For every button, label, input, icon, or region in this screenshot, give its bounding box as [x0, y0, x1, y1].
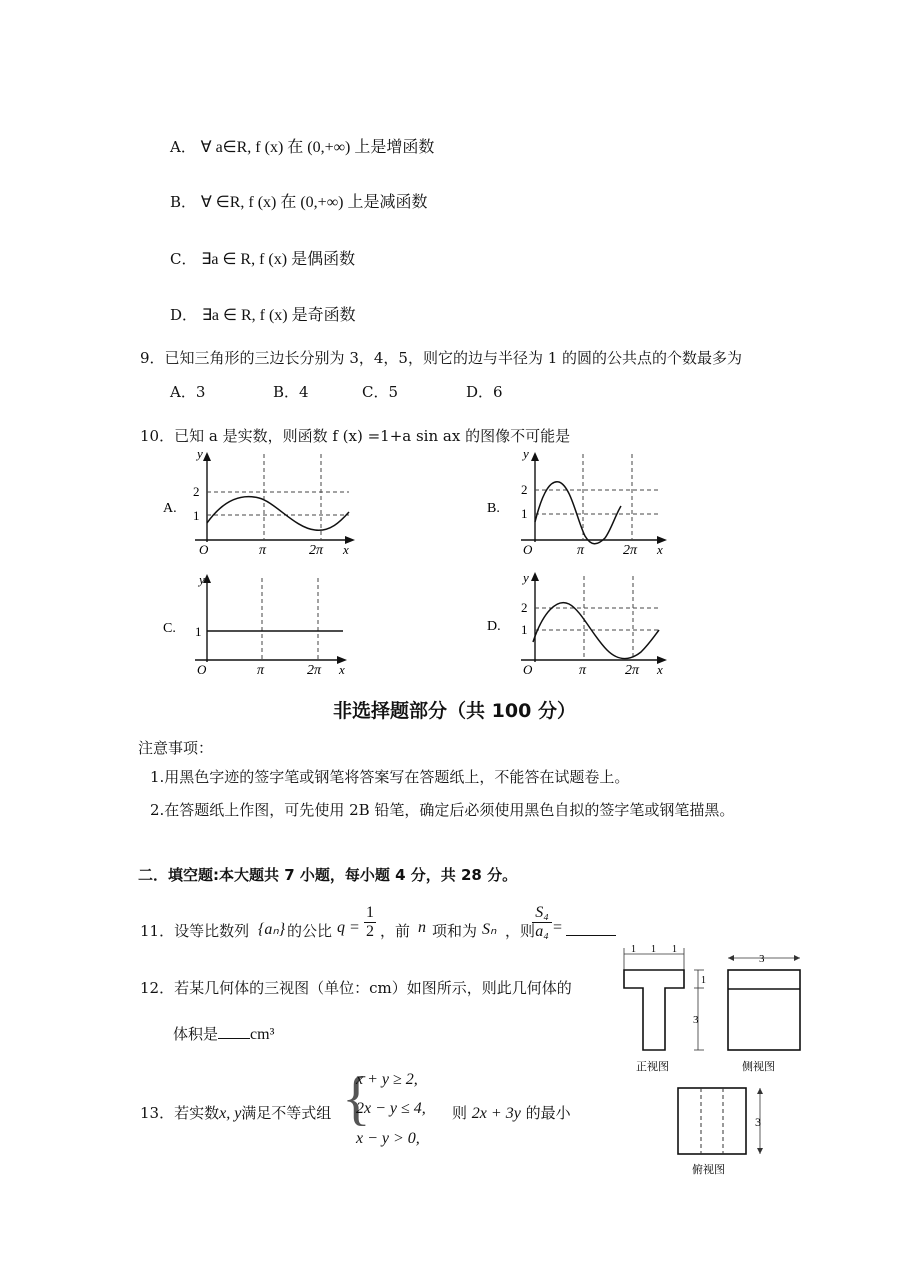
two-pi-label: 2π [309, 543, 324, 558]
dim-arrow [728, 955, 734, 961]
q13-inequality-1: x + y ≥ 2, [356, 1071, 418, 1088]
q13-post [452, 1102, 571, 1123]
y-label: y [523, 450, 529, 461]
q11-seq: {aₙ} [258, 921, 286, 938]
origin-label: O [197, 662, 207, 677]
tick-2: 2 [193, 484, 200, 499]
dim-3-label: 3 [759, 953, 765, 965]
origin-label: O [199, 542, 209, 557]
origin-label: O [523, 662, 533, 677]
q12-three-views [612, 940, 812, 1076]
tick-1: 1 [521, 622, 528, 637]
pi-label: π [259, 543, 267, 558]
fraction-numerator: 1 [366, 904, 374, 921]
q9-option-b: B．4 [273, 383, 309, 401]
q11-pre: 11．设等比数列 [140, 922, 250, 940]
fraction-denominator: 2 [366, 923, 374, 940]
y-arrow [531, 572, 539, 581]
q11-mid3: 项和为 [432, 922, 478, 940]
q9-stem: 9．已知三角形的三边长分别为 3，4，5，则它的边与半径为 1 的圆的公共点的个数最多为 [140, 349, 743, 367]
q12-line2 [173, 1023, 274, 1044]
graph-label: C. [163, 621, 176, 636]
side-view-shape [728, 970, 800, 1050]
fraction-numerator: S₄ [535, 904, 549, 921]
part2-title: 非选择题部分（共 100 分） [333, 700, 576, 722]
q13-post-pre: 则 [452, 1104, 468, 1122]
graph-label: D. [487, 619, 501, 634]
x-label: x [343, 542, 349, 557]
q11-answer-blank [566, 935, 616, 936]
q13-mid-text: 满足不等式组 [241, 1104, 332, 1122]
q8-option-d [170, 302, 356, 325]
option-text: ∃a ∈ R, f (x) 是奇函数 [201, 307, 356, 324]
tick-2: 2 [521, 600, 528, 615]
q11-n: n [418, 919, 426, 936]
q8-option-a [170, 134, 434, 157]
pi-label: π [577, 543, 585, 558]
q9-option-a: A．3 [170, 383, 206, 401]
q9-option-c: C．5 [362, 383, 399, 401]
q13-pre-text: 13．若实数 [140, 1104, 220, 1122]
tick-1: 1 [521, 506, 528, 521]
option-text: ∀ a∈R, f (x) 在 (0,+∞) 上是增函数 [200, 139, 435, 156]
option-text: ∀ ∈R, f (x) 在 (0,+∞) 上是减函数 [200, 194, 428, 211]
option-label: D． [170, 306, 198, 324]
q12-answer-blank [218, 1038, 250, 1039]
tick-1: 1 [195, 624, 202, 639]
dim-1-label: 1 [631, 944, 636, 955]
q10-graph-c [155, 570, 365, 680]
pi-label: π [257, 663, 265, 678]
dim-1-label: 1 [701, 975, 706, 986]
side-view-caption: 侧视图 [742, 1060, 775, 1073]
q10-graph-d [485, 568, 685, 680]
q8-option-c [170, 246, 355, 269]
x-label: x [339, 662, 345, 677]
q10-graph-a [155, 450, 365, 560]
y-label: y [523, 570, 529, 585]
two-pi-label: 2π [623, 543, 638, 558]
q11-fraction [364, 904, 376, 941]
note-1: 1.用黑色字迹的签字笔或钢笔将答案写在答题纸上，不能答在试题卷上。 [150, 768, 630, 786]
q13-expr: 2x + 3y [471, 1105, 521, 1122]
two-pi-label: 2π [307, 663, 322, 678]
top-view-caption: 俯视图 [692, 1163, 725, 1176]
q13-brace: { [342, 1065, 371, 1131]
q13-pre [140, 1102, 331, 1123]
q12-unit: cm³ [250, 1026, 275, 1043]
graph-label: B. [487, 501, 500, 516]
section-2-heading: 二．填空题:本大题共 7 小题，每小题 4 分，共 28 分。 [138, 866, 518, 884]
dim-arrow [757, 1088, 763, 1094]
y-label: y [199, 572, 205, 587]
q11-mid: 的公比 [287, 922, 333, 940]
q10-graph-b [485, 450, 685, 560]
x-label: x [657, 542, 663, 557]
q11-equals: = [553, 919, 563, 936]
origin-label: O [523, 542, 533, 557]
y-arrow [531, 452, 539, 461]
dim-1-label: 1 [651, 944, 656, 955]
option-label: B． [170, 193, 197, 211]
option-text: ∃a ∈ R, f (x) 是偶函数 [201, 251, 356, 268]
q13-inequality-2: 2x − y ≤ 4, [356, 1100, 426, 1117]
q13-vars: x, y [219, 1105, 242, 1122]
tick-2: 2 [521, 482, 528, 497]
dim-1-label: 1 [672, 944, 677, 955]
pi-label: π [579, 663, 587, 678]
y-arrow [203, 452, 211, 461]
q12-top-view [660, 1080, 780, 1180]
q8-option-b [170, 189, 427, 212]
q10-stem: 10．已知 a 是实数，则函数 f (x) =1+a sin ax 的图像不可能是 [140, 427, 571, 445]
option-label: A． [170, 138, 196, 156]
x-label: x [657, 662, 663, 677]
notes-heading: 注意事项： [138, 739, 214, 757]
graph-label: A. [163, 501, 177, 516]
q11-ratio [532, 904, 552, 941]
q12-volume-text: 体积是 [173, 1025, 219, 1043]
dim-arrow [757, 1148, 763, 1154]
q12-line1: 12．若某几何体的三视图（单位：cm）如图所示，则此几何体的 [140, 979, 572, 997]
curve [533, 603, 659, 659]
y-label: y [197, 450, 203, 461]
q11-q: q = [337, 919, 360, 936]
q11-sn: Sₙ [482, 921, 497, 938]
front-view-shape [624, 970, 684, 1050]
front-view-caption: 正视图 [636, 1060, 669, 1073]
tick-1: 1 [193, 508, 200, 523]
dim-3-label: 3 [693, 1014, 699, 1026]
q11-mid4: ，则 [505, 922, 536, 940]
q9-option-d: D．6 [466, 383, 503, 401]
curve [207, 497, 349, 531]
curve [535, 482, 621, 544]
q13-inequality-3: x − y > 0, [356, 1130, 420, 1147]
dim-3-label: 3 [755, 1115, 761, 1129]
option-label: C． [170, 250, 197, 268]
dim-arrow [794, 955, 800, 961]
q11-mid2: ，前 [380, 922, 411, 940]
note-2: 2.在答题纸上作图，可先使用 2B 铅笔，确定后必须使用黑色自拟的签字笔或钢笔描黑。 [150, 801, 735, 819]
q13-post-text: 的最小 [525, 1104, 571, 1122]
fraction-denominator: a₄ [532, 922, 552, 941]
top-view-shape [678, 1088, 746, 1154]
two-pi-label: 2π [625, 663, 640, 678]
